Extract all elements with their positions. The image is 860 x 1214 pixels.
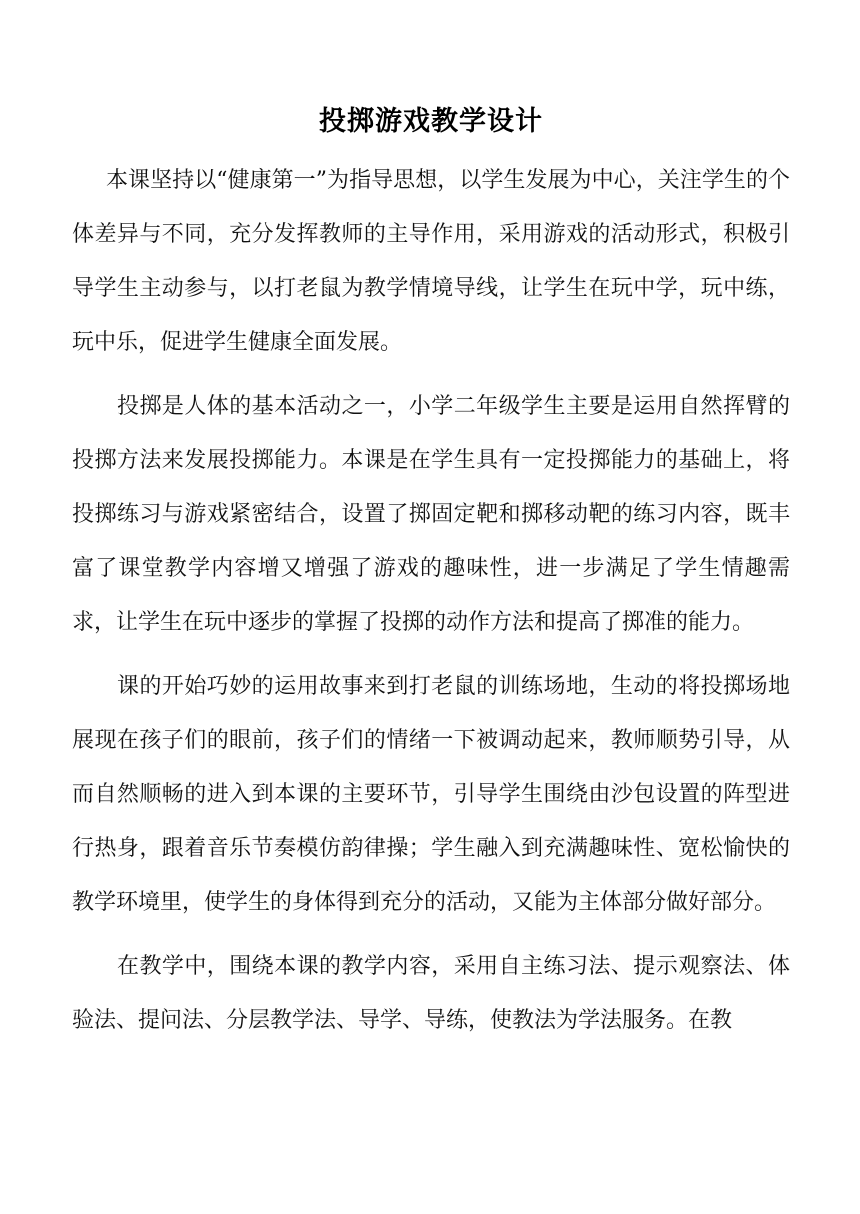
paragraph-throwing-basics: 投掷是人体的基本活动之一，小学二年级学生主要是运用自然挥臂的投掷方法来发展投掷能力。本课是在学生具有一定投掷能力的基础上，将投掷练习与游戏紧密结合，设置了掷固定靶和掷移动靶的练习内容，既丰富了课堂教学内容增又增强了游戏的趣味性，进一步满足了学生情趣需求，让学生在玩中逐步的掌握了投掷的动作方法和提高了掷准的能力。 (72, 394, 790, 635)
document-title: 投掷游戏教学设计 (319, 106, 543, 137)
paragraph-lesson-start: 课的开始巧妙的运用故事来到打老鼠的训练场地，生动的将投掷场地展现在孩子们的眼前，孩子们的情绪一下被调动起来，教师顺势引导，从而自然顺畅的进入到本课的主要环节，引导学生围绕由沙包设置的阵型进行热身，跟着音乐节奏模仿韵律操；学生融入到充满趣味性、宽松愉快的教学环境里，使学生的身体得到充分的活动，又能为主体部分做好部分。 (72, 674, 790, 915)
paragraph-teaching-methods: 在教学中，围绕本课的教学内容，采用自主练习法、提示观察法、体验法、提问法、分层教学法、导学、导练，使教法为学法服务。在教 (72, 954, 790, 1033)
document-page (72, 96, 790, 1058)
paragraph-guiding-idea: 本课坚持以“健康第一”为指导思想，以学生发展为中心，关注学生的个体差异与不同，充分发挥教师的主导作用，采用游戏的活动形式，积极引导学生主动参与，以打老鼠为教学情境导线，让学生在玩中学，玩中练，玩中乐，促进学生健康全面发展。 (72, 168, 790, 355)
